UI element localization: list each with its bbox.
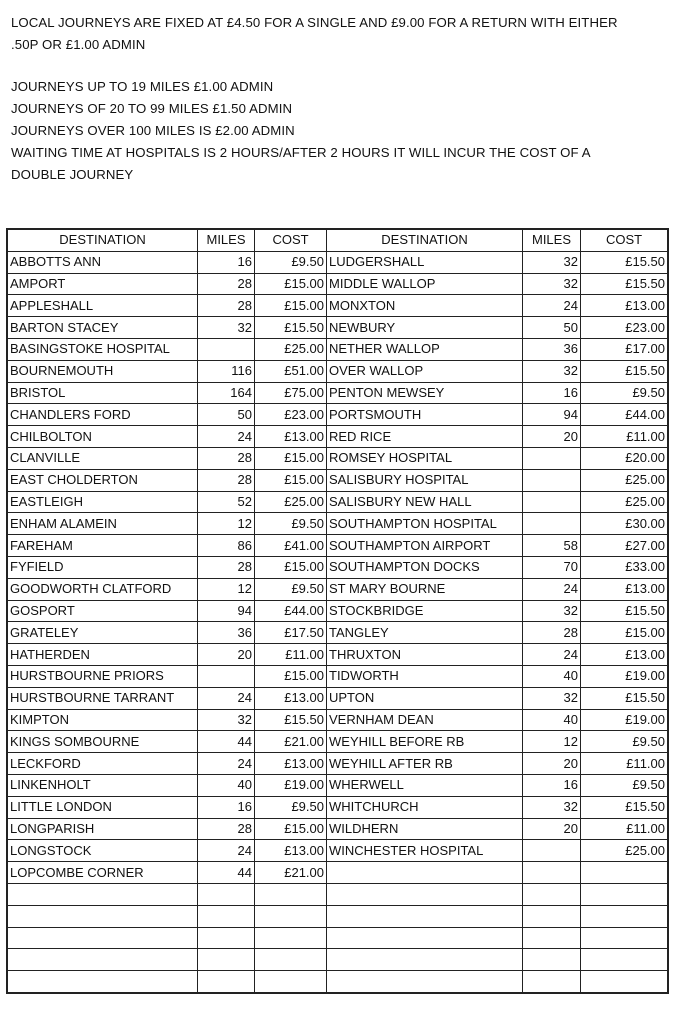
miles-cell-2: 24 bbox=[523, 644, 581, 666]
destination-cell-2: THRUXTON bbox=[327, 644, 523, 666]
miles-cell-2 bbox=[523, 840, 581, 862]
cost-cell: £9.50 bbox=[255, 251, 327, 273]
cost-cell-2: £15.50 bbox=[581, 687, 668, 709]
miles-cell-2: 70 bbox=[523, 556, 581, 578]
cost-cell-2: £13.00 bbox=[581, 295, 668, 317]
destination-cell: BRISTOL bbox=[8, 382, 198, 404]
destination-cell-2 bbox=[327, 883, 523, 905]
note-local-journeys-admin: .50P OR £1.00 ADMIN bbox=[11, 37, 146, 52]
cost-cell-2 bbox=[581, 949, 668, 971]
table-row bbox=[8, 578, 668, 600]
table-row bbox=[8, 818, 668, 840]
cost-cell: £41.00 bbox=[255, 535, 327, 557]
table-row bbox=[8, 644, 668, 666]
table-row bbox=[8, 796, 668, 818]
table-row bbox=[8, 622, 668, 644]
miles-cell: 86 bbox=[198, 535, 255, 557]
miles-cell bbox=[198, 905, 255, 927]
destination-cell-2: TIDWORTH bbox=[327, 665, 523, 687]
miles-cell-2: 58 bbox=[523, 535, 581, 557]
cost-cell: £19.00 bbox=[255, 774, 327, 796]
destination-cell-2 bbox=[327, 949, 523, 971]
miles-cell-2: 32 bbox=[523, 600, 581, 622]
destination-cell-2: SALISBURY HOSPITAL bbox=[327, 469, 523, 491]
cost-cell-2: £15.50 bbox=[581, 796, 668, 818]
cost-cell-2: £23.00 bbox=[581, 317, 668, 339]
miles-cell: 24 bbox=[198, 840, 255, 862]
destination-cell: CLANVILLE bbox=[8, 447, 198, 469]
miles-cell-2: 40 bbox=[523, 665, 581, 687]
miles-cell-2: 36 bbox=[523, 338, 581, 360]
table-row bbox=[8, 905, 668, 927]
destination-cell-2: WINCHESTER HOSPITAL bbox=[327, 840, 523, 862]
destination-cell: LOPCOMBE CORNER bbox=[8, 862, 198, 884]
cost-cell: £15.00 bbox=[255, 556, 327, 578]
destination-cell-2: NETHER WALLOP bbox=[327, 338, 523, 360]
miles-cell-2: 94 bbox=[523, 404, 581, 426]
miles-cell-2 bbox=[523, 905, 581, 927]
destination-cell-2 bbox=[327, 905, 523, 927]
miles-cell: 32 bbox=[198, 317, 255, 339]
destination-cell-2: SOUTHAMPTON AIRPORT bbox=[327, 535, 523, 557]
destination-cell-2: SOUTHAMPTON DOCKS bbox=[327, 556, 523, 578]
destination-cell: HURSTBOURNE PRIORS bbox=[8, 665, 198, 687]
table-row bbox=[8, 251, 668, 273]
destination-cell-2: WEYHILL AFTER RB bbox=[327, 753, 523, 775]
miles-cell: 116 bbox=[198, 360, 255, 382]
destination-cell: FYFIELD bbox=[8, 556, 198, 578]
destination-cell-2: WHITCHURCH bbox=[327, 796, 523, 818]
miles-cell: 32 bbox=[198, 709, 255, 731]
miles-cell-2: 16 bbox=[523, 774, 581, 796]
miles-cell bbox=[198, 971, 255, 993]
miles-cell-2: 24 bbox=[523, 295, 581, 317]
cost-cell bbox=[255, 927, 327, 949]
destination-cell-2: SOUTHAMPTON HOSPITAL bbox=[327, 513, 523, 535]
cost-cell-2: £25.00 bbox=[581, 840, 668, 862]
destination-cell-2: NEWBURY bbox=[327, 317, 523, 339]
destination-cell-2: MIDDLE WALLOP bbox=[327, 273, 523, 295]
destination-cell-2: STOCKBRIDGE bbox=[327, 600, 523, 622]
table-row bbox=[8, 731, 668, 753]
miles-cell: 94 bbox=[198, 600, 255, 622]
destination-cell-2: PENTON MEWSEY bbox=[327, 382, 523, 404]
cost-cell-2 bbox=[581, 971, 668, 993]
table-row bbox=[8, 535, 668, 557]
cost-cell: £23.00 bbox=[255, 404, 327, 426]
cost-cell: £15.50 bbox=[255, 709, 327, 731]
destination-cell-2: TANGLEY bbox=[327, 622, 523, 644]
cost-cell-2 bbox=[581, 883, 668, 905]
cost-cell-2: £20.00 bbox=[581, 447, 668, 469]
table-row bbox=[8, 317, 668, 339]
cost-cell-2: £11.00 bbox=[581, 818, 668, 840]
fares-table bbox=[7, 229, 668, 993]
destination-cell: BASINGSTOKE HOSPITAL bbox=[8, 338, 198, 360]
table-row bbox=[8, 426, 668, 448]
destination-cell-2: VERNHAM DEAN bbox=[327, 709, 523, 731]
cost-cell-2 bbox=[581, 927, 668, 949]
cost-cell-2: £33.00 bbox=[581, 556, 668, 578]
miles-cell bbox=[198, 338, 255, 360]
table-row bbox=[8, 862, 668, 884]
note-double-journey: DOUBLE JOURNEY bbox=[11, 167, 134, 182]
miles-cell: 28 bbox=[198, 447, 255, 469]
destination-cell-2 bbox=[327, 971, 523, 993]
cost-cell: £13.00 bbox=[255, 840, 327, 862]
cost-cell-2: £11.00 bbox=[581, 753, 668, 775]
table-row bbox=[8, 665, 668, 687]
destination-cell-2: LUDGERSHALL bbox=[327, 251, 523, 273]
miles-cell: 52 bbox=[198, 491, 255, 513]
cost-cell: £11.00 bbox=[255, 644, 327, 666]
miles-cell: 16 bbox=[198, 251, 255, 273]
table-row bbox=[8, 883, 668, 905]
table-row bbox=[8, 447, 668, 469]
cost-cell-2: £9.50 bbox=[581, 731, 668, 753]
cost-cell: £9.50 bbox=[255, 513, 327, 535]
table-row bbox=[8, 687, 668, 709]
miles-cell-2 bbox=[523, 491, 581, 513]
header-miles: MILES bbox=[198, 230, 255, 252]
table-row bbox=[8, 404, 668, 426]
cost-cell: £15.00 bbox=[255, 665, 327, 687]
destination-cell bbox=[8, 949, 198, 971]
cost-cell: £9.50 bbox=[255, 578, 327, 600]
cost-cell-2: £44.00 bbox=[581, 404, 668, 426]
destination-cell-2: WHERWELL bbox=[327, 774, 523, 796]
destination-cell: EAST CHOLDERTON bbox=[8, 469, 198, 491]
table-row bbox=[8, 600, 668, 622]
destination-cell-2: PORTSMOUTH bbox=[327, 404, 523, 426]
miles-cell-2 bbox=[523, 883, 581, 905]
miles-cell: 24 bbox=[198, 753, 255, 775]
destination-cell: AMPORT bbox=[8, 273, 198, 295]
header-cost-2: COST bbox=[581, 230, 668, 252]
destination-cell: EASTLEIGH bbox=[8, 491, 198, 513]
destination-cell: GOODWORTH CLATFORD bbox=[8, 578, 198, 600]
fare-notes bbox=[11, 12, 661, 186]
destination-cell-2: UPTON bbox=[327, 687, 523, 709]
table-row bbox=[8, 273, 668, 295]
miles-cell: 28 bbox=[198, 295, 255, 317]
miles-cell: 20 bbox=[198, 644, 255, 666]
miles-cell-2: 50 bbox=[523, 317, 581, 339]
cost-cell: £25.00 bbox=[255, 491, 327, 513]
cost-cell: £21.00 bbox=[255, 862, 327, 884]
cost-cell-2: £19.00 bbox=[581, 665, 668, 687]
miles-cell: 44 bbox=[198, 731, 255, 753]
destination-cell-2: ST MARY BOURNE bbox=[327, 578, 523, 600]
miles-cell-2: 32 bbox=[523, 273, 581, 295]
miles-cell-2 bbox=[523, 513, 581, 535]
header-cost: COST bbox=[255, 230, 327, 252]
cost-cell bbox=[255, 971, 327, 993]
header-destination-2: DESTINATION bbox=[327, 230, 523, 252]
destination-cell: LECKFORD bbox=[8, 753, 198, 775]
note-waiting-time: WAITING TIME AT HOSPITALS IS 2 HOURS/AFTER 2 HOURS IT WILL INCUR THE COST OF A bbox=[11, 145, 591, 160]
cost-cell: £15.00 bbox=[255, 295, 327, 317]
miles-cell: 164 bbox=[198, 382, 255, 404]
miles-cell: 12 bbox=[198, 513, 255, 535]
miles-cell: 24 bbox=[198, 687, 255, 709]
destination-cell-2: SALISBURY NEW HALL bbox=[327, 491, 523, 513]
miles-cell-2: 12 bbox=[523, 731, 581, 753]
miles-cell-2: 32 bbox=[523, 251, 581, 273]
destination-cell: GOSPORT bbox=[8, 600, 198, 622]
cost-cell: £21.00 bbox=[255, 731, 327, 753]
miles-cell bbox=[198, 665, 255, 687]
table-row bbox=[8, 774, 668, 796]
miles-cell-2 bbox=[523, 949, 581, 971]
table-row bbox=[8, 469, 668, 491]
destination-cell: LINKENHOLT bbox=[8, 774, 198, 796]
miles-cell: 28 bbox=[198, 818, 255, 840]
cost-cell-2 bbox=[581, 905, 668, 927]
fares-table-body bbox=[8, 251, 668, 992]
cost-cell: £13.00 bbox=[255, 753, 327, 775]
destination-cell bbox=[8, 883, 198, 905]
miles-cell: 50 bbox=[198, 404, 255, 426]
destination-cell: HURSTBOURNE TARRANT bbox=[8, 687, 198, 709]
cost-cell-2: £9.50 bbox=[581, 774, 668, 796]
miles-cell-2: 28 bbox=[523, 622, 581, 644]
cost-cell-2: £17.00 bbox=[581, 338, 668, 360]
miles-cell: 36 bbox=[198, 622, 255, 644]
table-row bbox=[8, 491, 668, 513]
cost-cell-2: £11.00 bbox=[581, 426, 668, 448]
cost-cell bbox=[255, 883, 327, 905]
miles-cell-2: 20 bbox=[523, 426, 581, 448]
miles-cell: 28 bbox=[198, 469, 255, 491]
destination-cell-2: ROMSEY HOSPITAL bbox=[327, 447, 523, 469]
cost-cell: £44.00 bbox=[255, 600, 327, 622]
destination-cell bbox=[8, 971, 198, 993]
destination-cell: LONGPARISH bbox=[8, 818, 198, 840]
destination-cell: ENHAM ALAMEIN bbox=[8, 513, 198, 535]
header-miles-2: MILES bbox=[523, 230, 581, 252]
destination-cell-2: WEYHILL BEFORE RB bbox=[327, 731, 523, 753]
miles-cell-2: 40 bbox=[523, 709, 581, 731]
destination-cell: APPLESHALL bbox=[8, 295, 198, 317]
cost-cell: £15.00 bbox=[255, 447, 327, 469]
cost-cell: £15.00 bbox=[255, 469, 327, 491]
table-row bbox=[8, 295, 668, 317]
miles-cell-2: 20 bbox=[523, 753, 581, 775]
miles-cell-2 bbox=[523, 469, 581, 491]
cost-cell-2: £25.00 bbox=[581, 491, 668, 513]
miles-cell: 28 bbox=[198, 556, 255, 578]
destination-cell-2 bbox=[327, 862, 523, 884]
note-20-to-99-miles: JOURNEYS OF 20 TO 99 MILES £1.50 ADMIN bbox=[11, 101, 293, 116]
table-row bbox=[8, 513, 668, 535]
cost-cell-2: £15.50 bbox=[581, 360, 668, 382]
cost-cell-2: £13.00 bbox=[581, 578, 668, 600]
miles-cell-2 bbox=[523, 862, 581, 884]
miles-cell: 16 bbox=[198, 796, 255, 818]
miles-cell: 28 bbox=[198, 273, 255, 295]
destination-cell-2: OVER WALLOP bbox=[327, 360, 523, 382]
cost-cell: £51.00 bbox=[255, 360, 327, 382]
miles-cell: 44 bbox=[198, 862, 255, 884]
miles-cell-2 bbox=[523, 447, 581, 469]
cost-cell-2: £9.50 bbox=[581, 382, 668, 404]
cost-cell: £15.50 bbox=[255, 317, 327, 339]
miles-cell bbox=[198, 883, 255, 905]
table-row bbox=[8, 753, 668, 775]
table-row bbox=[8, 360, 668, 382]
miles-cell-2: 32 bbox=[523, 360, 581, 382]
miles-cell-2 bbox=[523, 971, 581, 993]
note-over-100-miles: JOURNEYS OVER 100 MILES IS £2.00 ADMIN bbox=[11, 123, 295, 138]
table-header-row bbox=[8, 230, 668, 252]
cost-cell-2: £15.00 bbox=[581, 622, 668, 644]
destination-cell: FAREHAM bbox=[8, 535, 198, 557]
table-row bbox=[8, 840, 668, 862]
destination-cell: LITTLE LONDON bbox=[8, 796, 198, 818]
cost-cell-2: £19.00 bbox=[581, 709, 668, 731]
table-row bbox=[8, 709, 668, 731]
destination-cell: BOURNEMOUTH bbox=[8, 360, 198, 382]
cost-cell-2: £25.00 bbox=[581, 469, 668, 491]
table-row bbox=[8, 971, 668, 993]
miles-cell-2: 20 bbox=[523, 818, 581, 840]
miles-cell-2: 16 bbox=[523, 382, 581, 404]
cost-cell-2: £13.00 bbox=[581, 644, 668, 666]
cost-cell: £15.00 bbox=[255, 818, 327, 840]
cost-cell: £17.50 bbox=[255, 622, 327, 644]
cost-cell: £13.00 bbox=[255, 426, 327, 448]
cost-cell: £25.00 bbox=[255, 338, 327, 360]
cost-cell bbox=[255, 949, 327, 971]
destination-cell-2 bbox=[327, 927, 523, 949]
destination-cell bbox=[8, 905, 198, 927]
cost-cell: £15.00 bbox=[255, 273, 327, 295]
cost-cell: £75.00 bbox=[255, 382, 327, 404]
destination-cell bbox=[8, 927, 198, 949]
miles-cell: 40 bbox=[198, 774, 255, 796]
destination-cell: ABBOTTS ANN bbox=[8, 251, 198, 273]
destination-cell-2: RED RICE bbox=[327, 426, 523, 448]
cost-cell-2: £15.50 bbox=[581, 273, 668, 295]
note-up-to-19-miles: JOURNEYS UP TO 19 MILES £1.00 ADMIN bbox=[11, 79, 274, 94]
destination-cell: CHILBOLTON bbox=[8, 426, 198, 448]
table-row bbox=[8, 927, 668, 949]
miles-cell bbox=[198, 949, 255, 971]
cost-cell-2: £30.00 bbox=[581, 513, 668, 535]
table-row bbox=[8, 949, 668, 971]
header-destination: DESTINATION bbox=[8, 230, 198, 252]
note-local-journeys: LOCAL JOURNEYS ARE FIXED AT £4.50 FOR A SINGLE AND £9.00 FOR A RETURN WITH EITHER bbox=[11, 15, 618, 30]
destination-cell: KIMPTON bbox=[8, 709, 198, 731]
destination-cell-2: MONXTON bbox=[327, 295, 523, 317]
miles-cell-2: 32 bbox=[523, 687, 581, 709]
miles-cell-2: 24 bbox=[523, 578, 581, 600]
cost-cell-2: £27.00 bbox=[581, 535, 668, 557]
cost-cell: £9.50 bbox=[255, 796, 327, 818]
miles-cell-2: 32 bbox=[523, 796, 581, 818]
destination-cell: GRATELEY bbox=[8, 622, 198, 644]
miles-cell-2 bbox=[523, 927, 581, 949]
cost-cell: £13.00 bbox=[255, 687, 327, 709]
cost-cell-2 bbox=[581, 862, 668, 884]
miles-cell: 24 bbox=[198, 426, 255, 448]
table-row bbox=[8, 382, 668, 404]
table-row bbox=[8, 556, 668, 578]
cost-cell-2: £15.50 bbox=[581, 600, 668, 622]
destination-cell: BARTON STACEY bbox=[8, 317, 198, 339]
destination-cell: CHANDLERS FORD bbox=[8, 404, 198, 426]
table-row bbox=[8, 338, 668, 360]
cost-cell-2: £15.50 bbox=[581, 251, 668, 273]
destination-cell-2: WILDHERN bbox=[327, 818, 523, 840]
destination-cell: LONGSTOCK bbox=[8, 840, 198, 862]
miles-cell: 12 bbox=[198, 578, 255, 600]
destination-cell: HATHERDEN bbox=[8, 644, 198, 666]
destination-cell: KINGS SOMBOURNE bbox=[8, 731, 198, 753]
miles-cell bbox=[198, 927, 255, 949]
cost-cell bbox=[255, 905, 327, 927]
